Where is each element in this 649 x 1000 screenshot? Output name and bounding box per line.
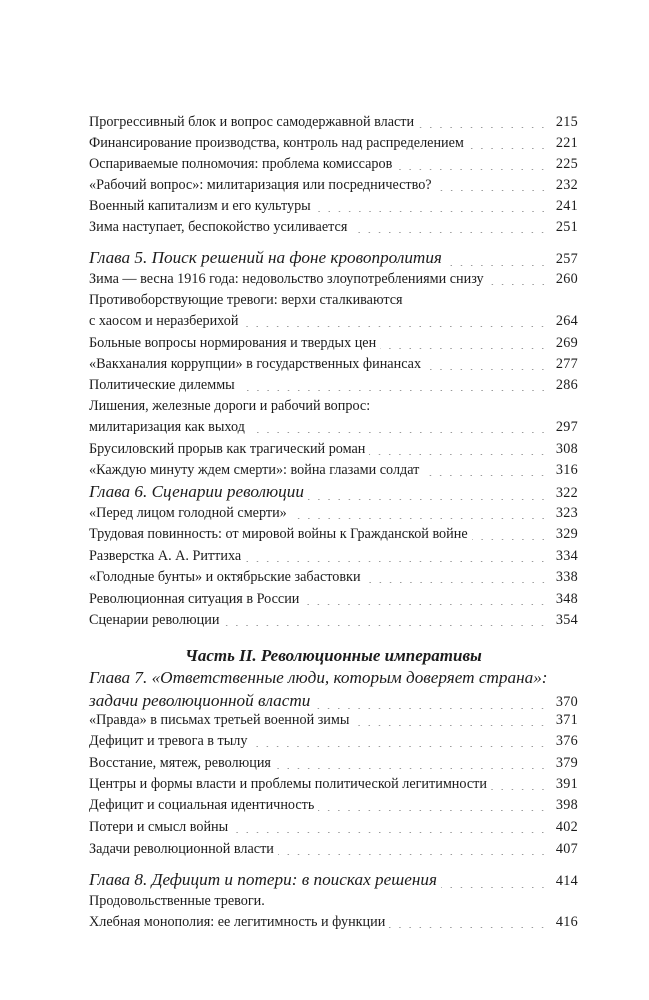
toc-section-entry[interactable]	[89, 710, 578, 731]
entry-title-line: Глава 7. «Ответственные люди, которым доверяет страна»:	[89, 668, 548, 687]
entry-line	[89, 196, 578, 217]
entry-line	[89, 311, 578, 332]
entry-line	[89, 480, 578, 505]
entry-title: «Вакханалия коррупции» в государственных финансах	[89, 356, 422, 372]
entry-title: Больные вопросы нормирования и твердых цен	[89, 335, 377, 351]
dot-leader	[396, 169, 548, 170]
entry-title: Политические дилеммы	[89, 377, 235, 393]
entry-line	[89, 524, 578, 545]
toc-section-entry[interactable]	[89, 567, 578, 588]
page-number: 215	[555, 114, 578, 130]
dot-leader	[441, 887, 548, 888]
dot-leader	[278, 854, 548, 855]
dot-leader	[472, 539, 548, 540]
page-number: 402	[555, 819, 578, 835]
dot-leader	[418, 127, 548, 128]
entry-line	[89, 546, 578, 567]
entry-line	[89, 417, 578, 438]
entry-title: Дефицит и тревога в тылу	[89, 733, 248, 749]
dot-leader	[251, 746, 548, 747]
toc-section-entry[interactable]	[89, 589, 578, 610]
entry-title: Революционная ситуация в России	[89, 591, 300, 607]
entry-title: Брусиловский прорыв как трагический роман	[89, 441, 366, 457]
toc-section-entry[interactable]	[89, 354, 578, 375]
page-number: 334	[555, 548, 578, 564]
entry-title: «Рабочий вопрос»: милитаризация или посредничество?	[89, 177, 432, 193]
entry-line	[89, 731, 578, 752]
entry-line	[89, 439, 578, 460]
entry-line	[89, 460, 578, 481]
page-number: 329	[555, 526, 578, 542]
entry-title: «Правда» в письмах третьей военной зимы	[89, 712, 350, 728]
dot-leader	[488, 284, 548, 285]
part-heading: Часть II. Революционные императивы	[185, 646, 482, 665]
entry-line	[89, 912, 578, 933]
dot-leader	[369, 454, 548, 455]
entry-title-line: Противоборствующие тревоги: верхи сталкиваются	[89, 292, 403, 308]
toc-section-entry[interactable]	[89, 269, 578, 290]
dot-leader	[245, 561, 548, 562]
entry-line	[89, 154, 578, 175]
page-number: 225	[555, 156, 578, 172]
entry-title: Оспариваемые полномочия: проблема комиссаров	[89, 156, 393, 172]
toc-chapter-entry[interactable]	[89, 480, 578, 505]
dot-leader	[491, 789, 548, 790]
dot-leader	[223, 625, 548, 626]
dot-leader	[291, 518, 548, 519]
entry-title-line: Лишения, железные дороги и рабочий вопрос:	[89, 398, 371, 414]
entry-title: Разверстка А. А. Риттиха	[89, 548, 242, 564]
page-number: 370	[555, 694, 578, 710]
dot-leader	[232, 832, 548, 833]
entry-line	[89, 567, 578, 588]
page-number: 308	[555, 441, 578, 457]
page-number: 407	[555, 841, 578, 857]
entry-title: Потери и смысл войны	[89, 819, 229, 835]
entry-title: «Перед лицом голодной смерти»	[89, 505, 287, 521]
toc-chapter-entry[interactable]	[89, 868, 578, 893]
toc-section-entry[interactable]	[89, 731, 578, 752]
toc-chapter-entry[interactable]	[89, 666, 578, 714]
toc-section-entry[interactable]	[89, 154, 578, 175]
entry-title: «Голодные бунты» и октябрьские забастовки	[89, 569, 361, 585]
entry-line	[89, 610, 578, 631]
dot-leader	[446, 265, 548, 266]
entry-title: Хлебная монополия: ее легитимность и функции	[89, 914, 386, 930]
toc-section-entry[interactable]	[89, 546, 578, 567]
toc-section-entry[interactable]	[89, 795, 578, 816]
toc-section-entry[interactable]	[89, 774, 578, 795]
toc-section-entry[interactable]	[89, 112, 578, 133]
page-number: 322	[555, 485, 578, 501]
page-number: 379	[555, 755, 578, 771]
dot-leader	[249, 432, 548, 433]
entry-line	[89, 269, 578, 290]
toc-section-entry[interactable]	[89, 524, 578, 545]
entry-title: Прогрессивный блок и вопрос самодержавной власти	[89, 114, 415, 130]
toc-section-entry[interactable]	[89, 196, 578, 217]
toc-section-entry[interactable]	[89, 503, 578, 524]
entry-line	[89, 795, 578, 816]
entry-title: Центры и формы власти и проблемы политической легитимности	[89, 776, 487, 792]
toc-section-entry[interactable]	[89, 290, 578, 332]
page-number: 348	[555, 591, 578, 607]
entry-title-line: Продовольственные тревоги.	[89, 893, 265, 909]
toc-section-entry[interactable]	[89, 460, 578, 481]
entry-line	[89, 133, 578, 154]
entry-line	[89, 589, 578, 610]
entry-line	[89, 503, 578, 524]
toc-section-entry[interactable]	[89, 817, 578, 838]
page-number: 251	[555, 219, 578, 235]
page-number: 416	[555, 914, 578, 930]
toc-section-entry[interactable]	[89, 217, 578, 238]
entry-title: Зима — весна 1916 года: недовольство злоупотреблениями снизу	[89, 271, 484, 287]
page-number: 286	[555, 377, 578, 393]
page-number: 371	[555, 712, 578, 728]
page-number: 241	[555, 198, 578, 214]
page-number: 269	[555, 335, 578, 351]
entry-line	[89, 333, 578, 354]
entry-line	[89, 375, 578, 396]
toc-section-entry[interactable]	[89, 610, 578, 631]
entry-title: Финансирование производства, контроль над распределением	[89, 135, 464, 151]
dot-leader	[314, 708, 548, 709]
dot-leader	[353, 725, 548, 726]
entry-title: Трудовая повинность: от мировой войны к Гражданской войне	[89, 526, 468, 542]
page-number: 398	[555, 797, 578, 813]
entry-line	[89, 354, 578, 375]
dot-leader	[351, 232, 548, 233]
dot-leader	[425, 369, 548, 370]
toc-section-entry[interactable]	[89, 439, 578, 460]
dot-leader	[365, 582, 548, 583]
entry-title: Сценарии революции	[89, 612, 220, 628]
entry-line	[89, 175, 578, 196]
entry-line	[89, 817, 578, 838]
toc-section-entry[interactable]	[89, 175, 578, 196]
page-number: 257	[555, 251, 578, 267]
page-number: 316	[555, 462, 578, 478]
dot-leader	[275, 768, 548, 769]
entry-title: Глава 6. Сценарии революции	[89, 482, 304, 501]
toc-section-entry[interactable]	[89, 396, 578, 438]
entry-line	[89, 112, 578, 133]
entry-title: «Каждую минуту ждем смерти»: война глазами солдат	[89, 462, 420, 478]
entry-title: Глава 5. Поиск решений на фоне кровопролития	[89, 248, 442, 267]
page-number: 277	[555, 356, 578, 372]
entry-line	[89, 710, 578, 731]
dot-leader	[308, 499, 548, 500]
entry-title: Зима наступает, беспокойство усиливается	[89, 219, 348, 235]
page-number: 338	[555, 569, 578, 585]
page-number: 354	[555, 612, 578, 628]
page-number: 391	[555, 776, 578, 792]
toc-section-entry[interactable]	[89, 375, 578, 396]
dot-leader	[436, 190, 548, 191]
toc-chapter-entry[interactable]	[89, 246, 578, 271]
toc-section-entry[interactable]	[89, 753, 578, 774]
entry-line	[89, 839, 578, 860]
entry-title: Военный капитализм и его культуры	[89, 198, 311, 214]
entry-line	[89, 246, 578, 271]
entry-title: с хаосом и неразберихой	[89, 313, 239, 329]
page-number: 323	[555, 505, 578, 521]
toc-section-entry[interactable]	[89, 891, 578, 933]
dot-leader	[242, 326, 548, 327]
dot-leader	[318, 810, 548, 811]
toc-section-entry[interactable]	[89, 133, 578, 154]
dot-leader	[423, 475, 548, 476]
entry-line	[89, 774, 578, 795]
dot-leader	[380, 348, 548, 349]
entry-line	[89, 868, 578, 893]
page-number: 376	[555, 733, 578, 749]
entry-title: милитаризация как выход	[89, 419, 245, 435]
page-number: 297	[555, 419, 578, 435]
dot-leader	[389, 927, 548, 928]
entry-title: задачи революционной власти	[89, 691, 311, 710]
dot-leader	[468, 148, 548, 149]
page-number: 221	[555, 135, 578, 151]
page-number: 414	[555, 873, 578, 889]
entry-title: Восстание, мятеж, революция	[89, 755, 271, 771]
toc-section-entry[interactable]	[89, 333, 578, 354]
toc-section-entry[interactable]	[89, 839, 578, 860]
entry-title: Глава 8. Дефицит и потери: в поисках решения	[89, 870, 437, 889]
entry-line	[89, 217, 578, 238]
page-number: 264	[555, 313, 578, 329]
entry-title: Задачи революционной власти	[89, 841, 274, 857]
page-number: 260	[555, 271, 578, 287]
entry-title: Дефицит и социальная идентичность	[89, 797, 315, 813]
page-number: 232	[555, 177, 578, 193]
dot-leader	[315, 211, 548, 212]
dot-leader	[303, 604, 548, 605]
entry-line	[89, 753, 578, 774]
dot-leader	[239, 390, 548, 391]
